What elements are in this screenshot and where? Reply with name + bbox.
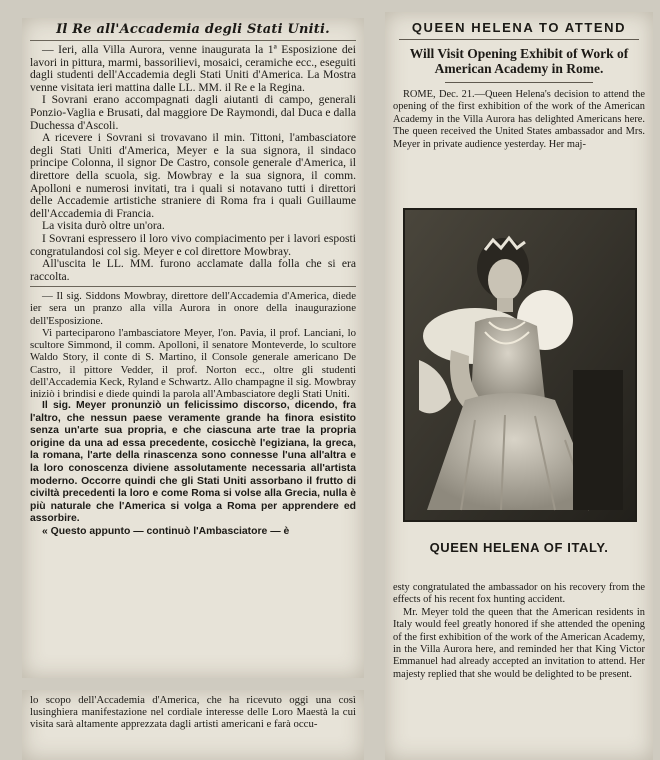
title-rule: [30, 40, 356, 41]
italian-guests-paragraph: Vi parteciparono l'ambasciatore Meyer, l'on. Pavia, il prof. Lanciani, lo scultore Simmond, il comm. Apolloni, il senatore Monteverde, lo scultore Waldo Story, il conte di S. Martino, il Console generale americano De Castro, il pittore Vedder, il prof. Norton ecc., oltre gli studenti dell'Accademia Keck, Ryland e Schwartz. Allo champagne il sig. Mowbray iniziò i brindisi e diede quindi la parola all'Ambasciatore degli Stati Uniti.: [30, 326, 356, 400]
italian-dinner-paragraph: — Il sig. Siddons Mowbray, direttore dell'Accademia d'America, diede ier sera un pranzo alla villa Aurora in onore della inaugurazione dell'Esposizione.: [30, 290, 356, 327]
section-rule: [30, 286, 356, 287]
italian-headline: Il Re all'Accademia degli Stati Uniti.: [56, 22, 330, 37]
italian-paragraph-2: I Sovrani erano accompagnati dagli aiutanti di campo, generali Ponzio-Vaglia e Brusati, dal maggiore De Raymondi, dal Duca e dalla Duchessa d'Ascoli.: [30, 93, 356, 132]
italian-speech-paragraph: Il sig. Meyer pronunziò un felicissimo discorso, dicendo, fra l'altro, che nessun paese veramente grande ha finora esistito senza un'arte sua propria, e che ciascuna arte trae la propria origine da una ad essa precedente, cosicchè l'egiziana, la greca, la romana, l'arte della rinascenza sono connesse l'una all'altra e la loro conoscenza diviene assolutamente necessaria all'artista moderno. Occorre quindi che gli Stati Uniti assorbano il frutto di civiltà precedenti la loro e come Roma si volse alla Grecia, nulla è più naturale che l'America si volga a Roma per apprendere ed assorbire.: [30, 400, 356, 525]
english-clipping: [385, 12, 653, 760]
italian-quote-paragraph: « Questo appunto — continuò l'Ambasciatore — è: [42, 526, 290, 538]
photo-caption: QUEEN HELENA OF ITALY.: [429, 540, 609, 555]
italian-paragraph-3: A ricevere i Sovrani si trovavano il min. Tittoni, l'ambasciatore degli Stati Uniti d'America, Meyer e la sua signora, il sindaco principe Colonna, il signor De Castro, console generale d'America, il direttore della scuola, sig. Mowbray e la sua signora, il comm. Apolloni e numerosi invitati, tra i quali si notavano tutti i direttori delle Accademie artistiche straniere di Roma fra i quali Guillaume dell'Accademia di Francia.: [30, 131, 356, 220]
english-subheadline: Will Visit Opening Exhibit of Work of American Academy in Rome.: [409, 46, 629, 76]
english-headline: QUEEN HELENA TO ATTEND: [411, 20, 627, 35]
italian-clipping: [22, 18, 364, 678]
italian-continuation-paragraph: lo scopo dell'Accademia d'America, che ha ricevuto oggi una così lusinghiera manifestazione nel cordiale interesse delle Loro Maestà la cui visita sarà altamente apprezzata dagli artisti americani e farà occu-: [30, 694, 356, 731]
english-paragraph-continued: esty congratulated the ambassador on his recovery from the effects of his recent fox hunting accident.: [393, 582, 645, 606]
headline-rule: [399, 39, 639, 40]
italian-paragraph-5: I Sovrani espressero il loro vivo compiacimento per i lavori esposti congratulandosi col sig. Meyer e col direttore Mowbray.: [30, 231, 356, 258]
subheadline-rule: [445, 82, 593, 83]
italian-paragraph-6: All'uscita le LL. MM. furono acclamate dalla folla che si era raccolta.: [30, 257, 356, 283]
queen-photo: [403, 208, 637, 522]
italian-paragraph-1: — Ieri, alla Villa Aurora, venne inaugurata la 1ª Esposizione dei lavori in pittura, marmi, bassorilievi, mosaici, ceramiche ecc., eseguiti dagli studenti dell'Accademia degli Stati Uniti d'America. La Mostra venne visitata ieri mattina dalle LL. MM. il Re e la Regina.: [30, 43, 356, 94]
italian-clipping-continuation: [22, 690, 364, 760]
english-paragraph-top: ROME, Dec. 21.—Queen Helena's decision to attend the opening of the first exhibition of the work of the American Academy in the Villa Aurora has delighted Americans here. The queen received the United States ambassador and Mrs. Meyer in private audience yesterday. Her maj-: [393, 89, 645, 150]
queen-portrait-image: [405, 210, 635, 520]
english-paragraph-last: Mr. Meyer told the queen that the American residents in Italy would feel greatly honored if she attended the opening of the first exhibition of the work of the American Academy, in the Villa Aurora here, and reminded her that King Victor Emmanuel had already accepted an invitation to attend. Her majesty replied that she would be delighted to be present.: [393, 606, 645, 680]
italian-paragraph-4: La visita durò oltre un'ora.: [42, 219, 165, 233]
